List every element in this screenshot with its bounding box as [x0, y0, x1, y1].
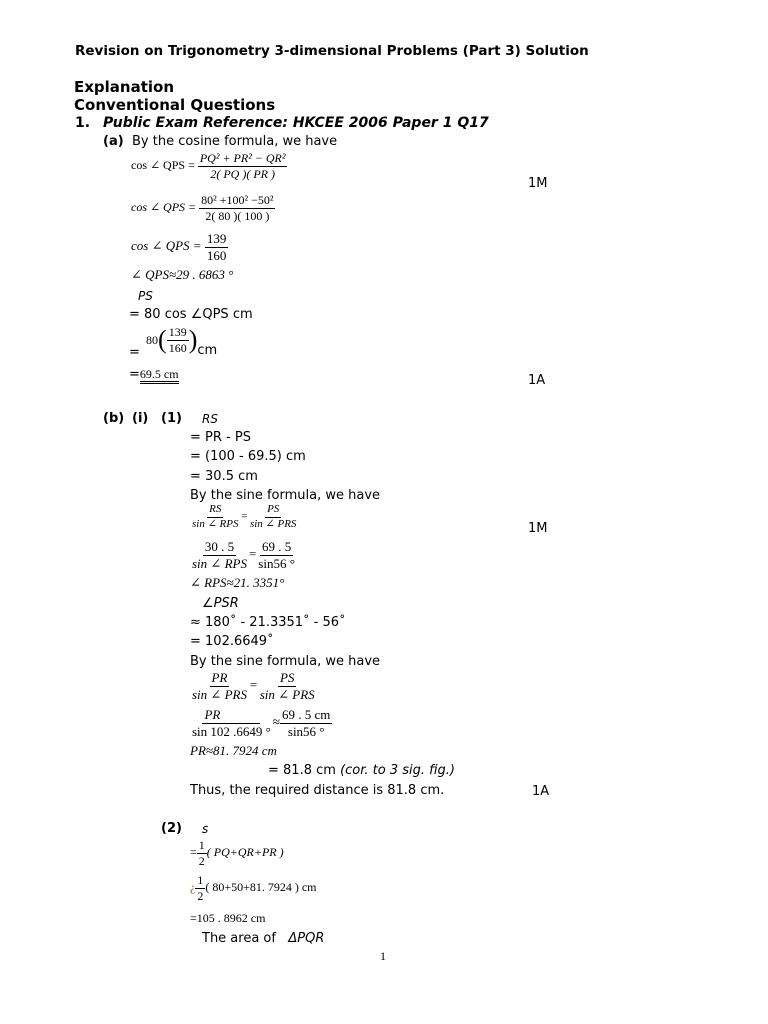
- page-number: 1: [380, 949, 386, 963]
- rs-label: RS: [202, 412, 218, 426]
- mark-1a-a: 1A: [528, 373, 546, 388]
- sine-intro-2: By the sine formula, we have: [190, 654, 381, 669]
- rs-eq1: = PR - PS: [190, 430, 251, 445]
- s-eq3: =105 . 8962 cm: [190, 911, 266, 925]
- part-b-conclusion: Thus, the required distance is 81.8 cm.: [190, 783, 445, 798]
- s-eq2: ¿ $\frac{1}{2}$ ( 80+50+81. 7924 ) cm: [190, 873, 317, 903]
- area-line: The area of ΔPQR: [202, 931, 325, 946]
- part-a-ps-result: =69.5 cm: [129, 367, 179, 382]
- part-a-ps-label: PS: [138, 289, 153, 303]
- page-title: Revision on Trigonometry 3-dimensional Problems (Part 3) Solution: [75, 43, 589, 59]
- sine-eq-3: $\frac{PR}{\text{sin ∠ PRS}}$ = $\frac{PS}{\text{sin ∠ PRS}}$: [192, 670, 315, 702]
- pr-rounded: = 81.8 cm (cor. to 3 sig. fig.): [268, 763, 455, 778]
- sine-intro-1: By the sine formula, we have: [190, 488, 381, 503]
- psr-eq1: ≈ 180˚ - 21.3351˚ - 56˚: [190, 615, 346, 630]
- sine-eq-1: $\frac{RS}{\text{sin ∠ RPS}}$ = $\frac{PS}{\text{sin ∠ PRS}}$: [192, 503, 297, 530]
- part-b-i-1-label: (1): [161, 411, 182, 426]
- angle-rps: ∠ RPS≈21. 3351°: [190, 575, 285, 590]
- mark-1m-b: 1M: [528, 521, 548, 536]
- rs-eq3: = 30.5 cm: [190, 469, 258, 484]
- part-a-equation-2: cos ∠ QPS = $\frac{\text{80² +100² −50²}}{2( 80 )( 100 )}$: [131, 193, 274, 223]
- question-number: 1.: [75, 115, 91, 131]
- pr-approx: PR≈81. 7924 cm: [190, 743, 277, 758]
- part-a-label: (a): [103, 134, 124, 149]
- part-b-i-label: (i): [132, 411, 149, 426]
- part-a-ps-eq2: = 80( $\frac{139}{160}$ )cm: [129, 325, 218, 360]
- section-heading-explanation: Explanation: [74, 78, 175, 96]
- part-a-equation-1: cos ∠ QPS = $\frac{\text{PQ² + PR² − QR²}}{2( PQ )( PR )}$: [131, 151, 286, 181]
- part-a-equation-3: cos ∠ QPS = $\frac{139}{160}$: [131, 231, 227, 263]
- psr-label: ∠PSR: [202, 596, 239, 611]
- part-b-label: (b): [103, 411, 125, 426]
- part-a-intro: By the cosine formula, we have: [132, 134, 338, 149]
- mark-1a-b: 1A: [532, 784, 550, 799]
- part-a-ps-eq1: = 80 cos ∠QPS cm: [129, 307, 253, 322]
- section-heading-conventional: Conventional Questions: [74, 96, 276, 114]
- mark-1m-a: 1M: [528, 176, 548, 191]
- part-a-angle-qps: ∠ QPS≈29 . 6863 °: [131, 267, 234, 282]
- sine-eq-2: $\frac{30 . 5}{\text{sin ∠ RPS}}$ = $\frac{69 . 5}{\sin 56 ^\circ}$: [192, 539, 295, 571]
- rs-eq2: = (100 - 69.5) cm: [190, 449, 306, 464]
- question-reference: Public Exam Reference: HKCEE 2006 Paper 1 Q17: [103, 115, 489, 131]
- s-label: s: [202, 822, 209, 836]
- s-eq1: = $\frac{1}{2}$ ( PQ+QR+PR ): [190, 838, 284, 868]
- psr-eq2: = 102.6649˚: [190, 634, 274, 649]
- part-b-i-2-label: (2): [161, 821, 182, 836]
- sine-eq-4: $\frac{PR}{\sin 102 .6649 ^\circ}$ ≈ $\frac{69 . 5 cm}{\sin 56 ^\circ}$: [192, 707, 331, 739]
